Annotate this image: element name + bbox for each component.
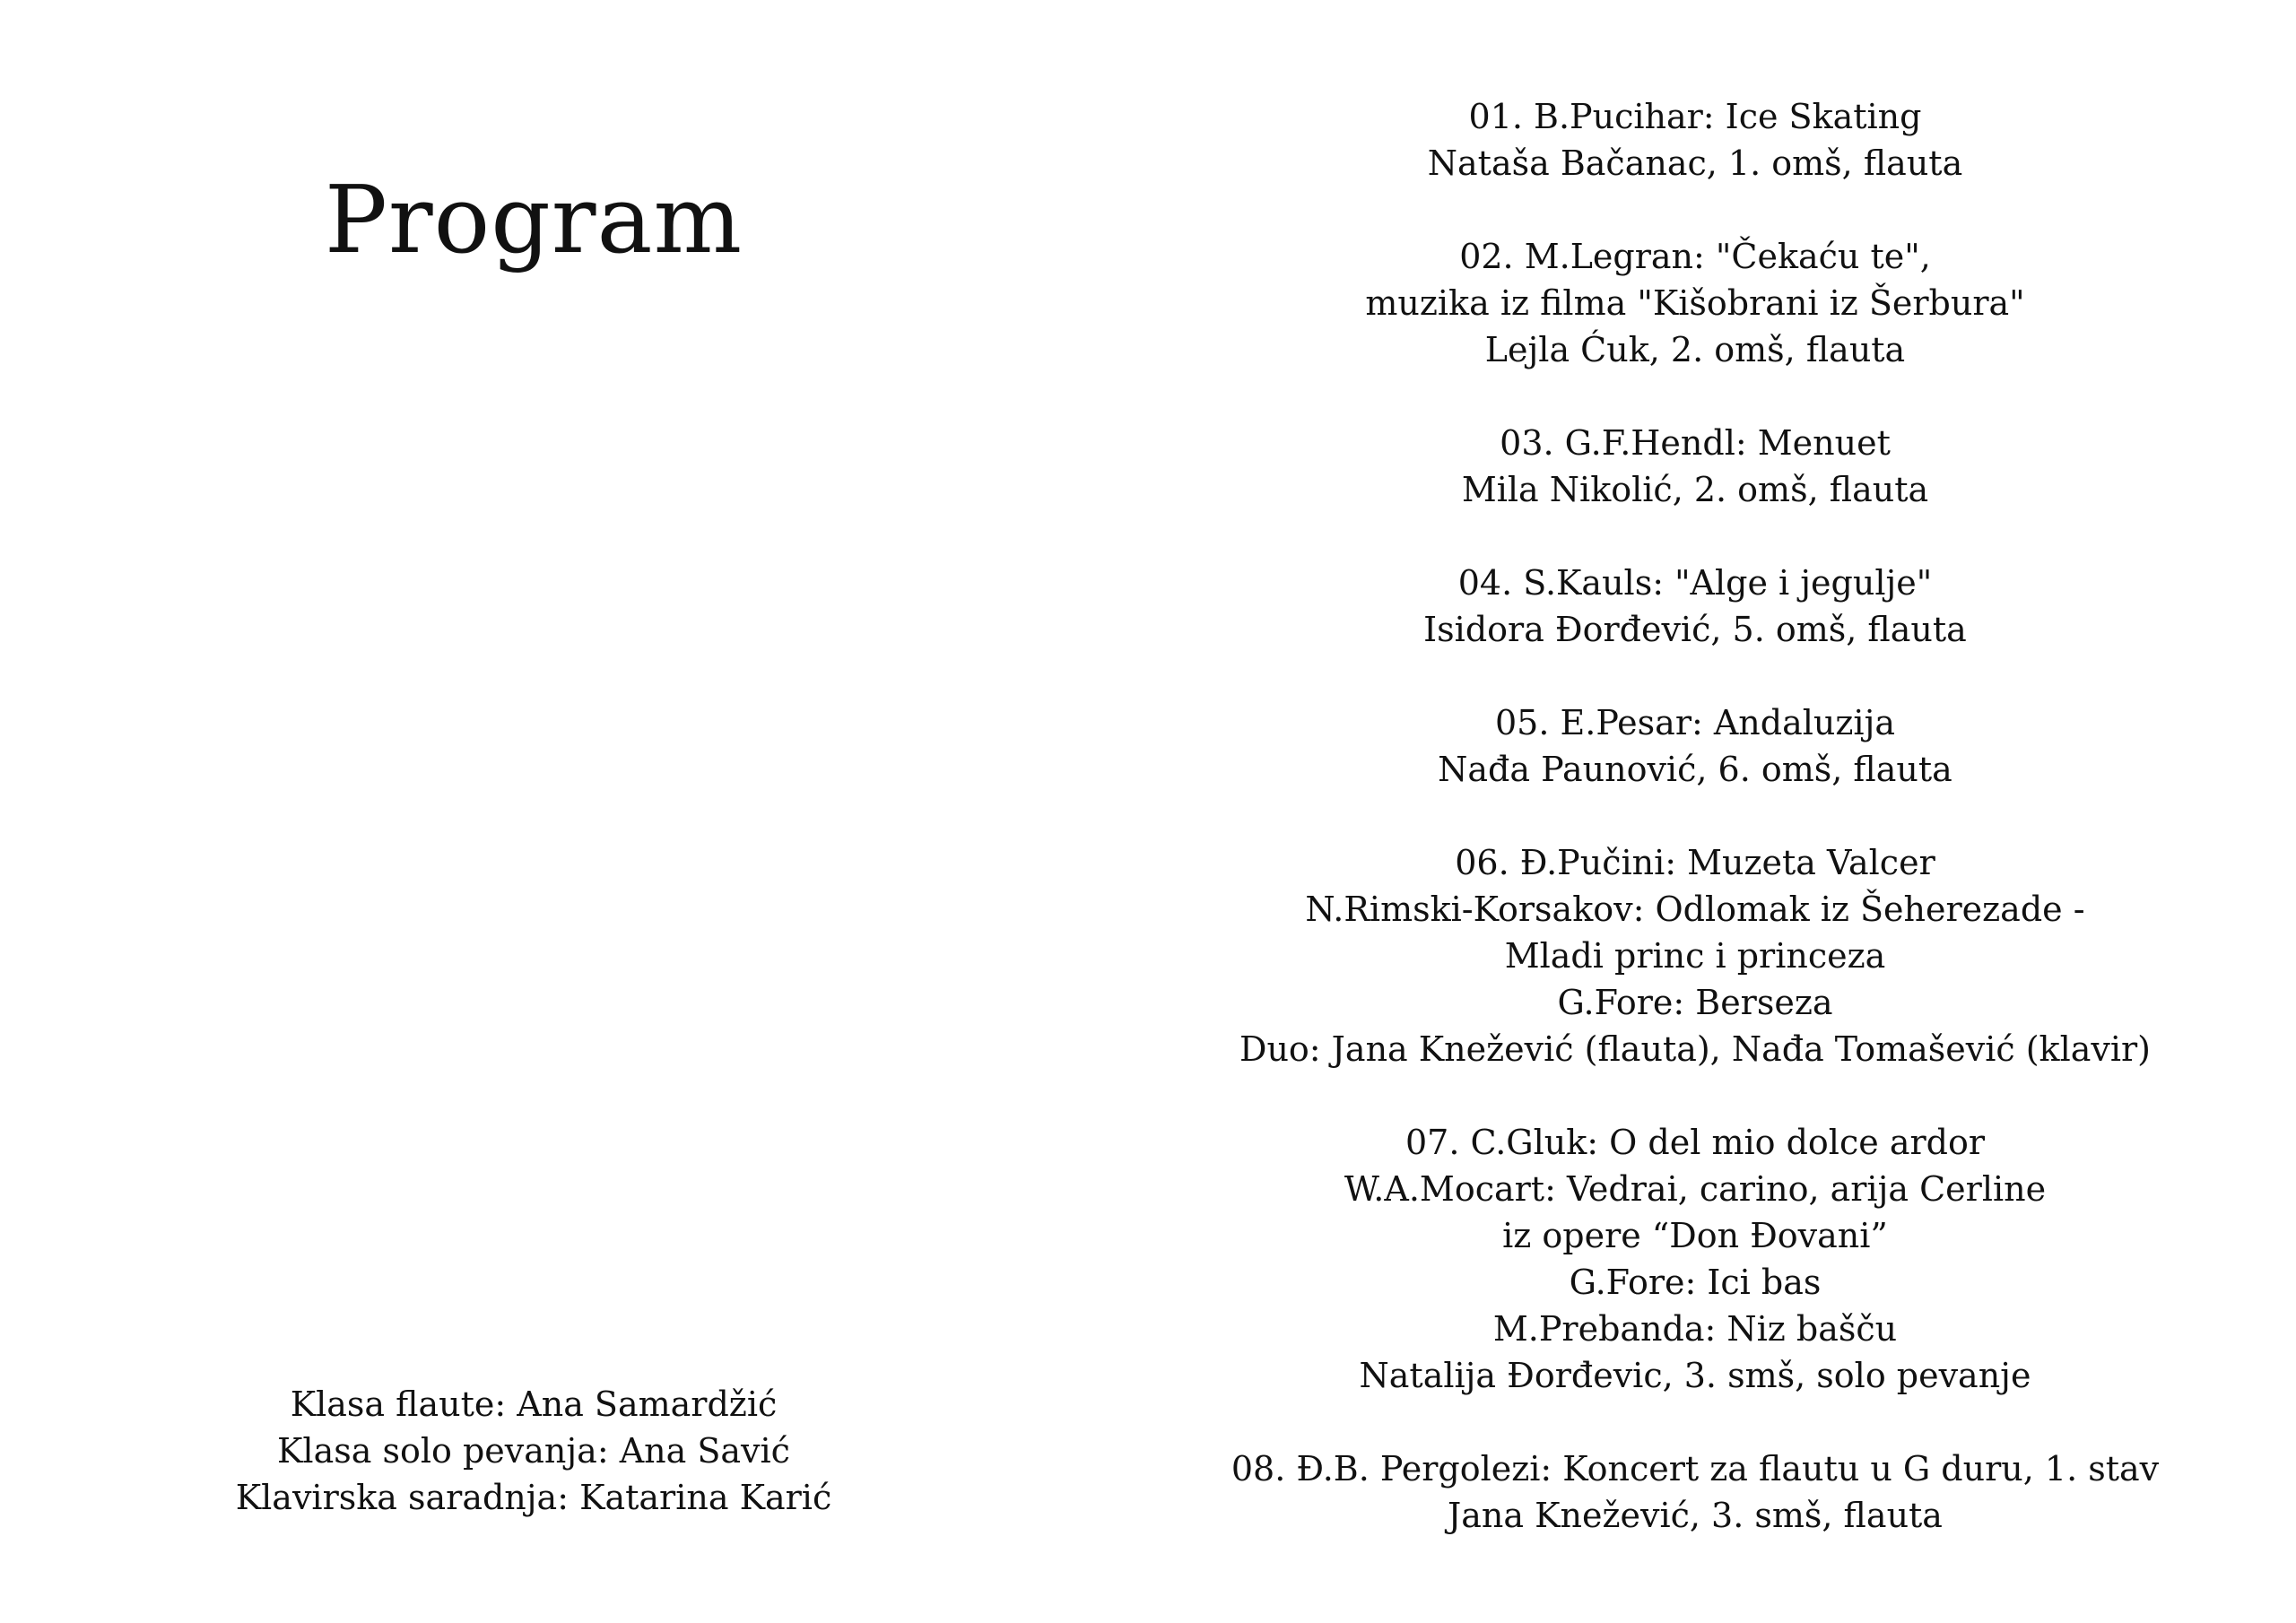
program-line: Isidora Đorđević, 5. omš, flauta <box>1423 610 1967 649</box>
program-item <box>1184 93 2206 187</box>
program-item <box>1184 560 2206 653</box>
program-line: G.Fore: Ici bas <box>1569 1263 1822 1302</box>
right-page <box>1184 0 2206 1623</box>
program-line: 01. B.Pucihar: Ice Skating <box>1468 97 1922 136</box>
program-line: Mladi princ i princeza <box>1504 936 1886 976</box>
program-line: 03. G.F.Hendl: Menuet <box>1500 423 1891 463</box>
program-line: Nađa Paunović, 6. omš, flauta <box>1438 750 1952 789</box>
program-line: 06. Đ.Pučini: Muzeta Valcer <box>1455 843 1935 882</box>
page-title: Program <box>324 165 744 274</box>
program-line: Jana Knežević, 3. smš, flauta <box>1448 1496 1943 1535</box>
program-line: Natalija Đorđevic, 3. smš, solo pevanje <box>1359 1356 2031 1395</box>
class-info-line: Klavirska saradnja: Katarina Karić <box>235 1478 832 1517</box>
class-info <box>0 1381 1067 1521</box>
class-info-line: Klasa flaute: Ana Samardžić <box>290 1384 778 1424</box>
program-line: Lejla Ćuk, 2. omš, flauta <box>1484 330 1906 369</box>
program-item <box>1184 699 2206 793</box>
program-line: N.Rimski-Korsakov: Odlomak iz Šeherezade - <box>1305 890 2085 929</box>
program-line: M.Prebanda: Niz bašču <box>1492 1309 1898 1349</box>
program-item <box>1184 420 2206 513</box>
class-info-line: Klasa solo pevanja: Ana Savić <box>277 1431 790 1471</box>
program-item <box>1184 1119 2206 1399</box>
program-line: Duo: Jana Knežević (flauta), Nađa Tomašević (klavir) <box>1239 1029 2152 1069</box>
program-list <box>1184 93 2206 1539</box>
program-line: 08. Đ.B. Pergolezi: Koncert za flautu u G duru, 1. stav <box>1231 1449 2160 1488</box>
program-line: 05. E.Pesar: Andaluzija <box>1494 703 1896 742</box>
program-item <box>1184 233 2206 373</box>
program-line: G.Fore: Berseza <box>1557 983 1833 1022</box>
program-line: W.A.Mocart: Vedrai, carino, arija Cerline <box>1344 1169 2047 1209</box>
program-line: 04. S.Kauls: "Alge i jegulje" <box>1457 563 1933 603</box>
program-line: 07. C.Gluk: O del mio dolce ardor <box>1405 1123 1986 1162</box>
left-page <box>0 0 1076 1623</box>
program-line: muzika iz filma "Kišobrani iz Šerbura" <box>1365 283 2025 323</box>
program-line: Nataša Bačanac, 1. omš, flauta <box>1427 143 1963 183</box>
program-item <box>1184 1445 2206 1539</box>
program-line: 02. M.Legran: "Čekaću te", <box>1459 237 1931 276</box>
program-line: Mila Nikolić, 2. omš, flauta <box>1461 470 1929 509</box>
program-line: iz opere “Don Đovani” <box>1502 1216 1888 1255</box>
program-item <box>1184 839 2206 1072</box>
